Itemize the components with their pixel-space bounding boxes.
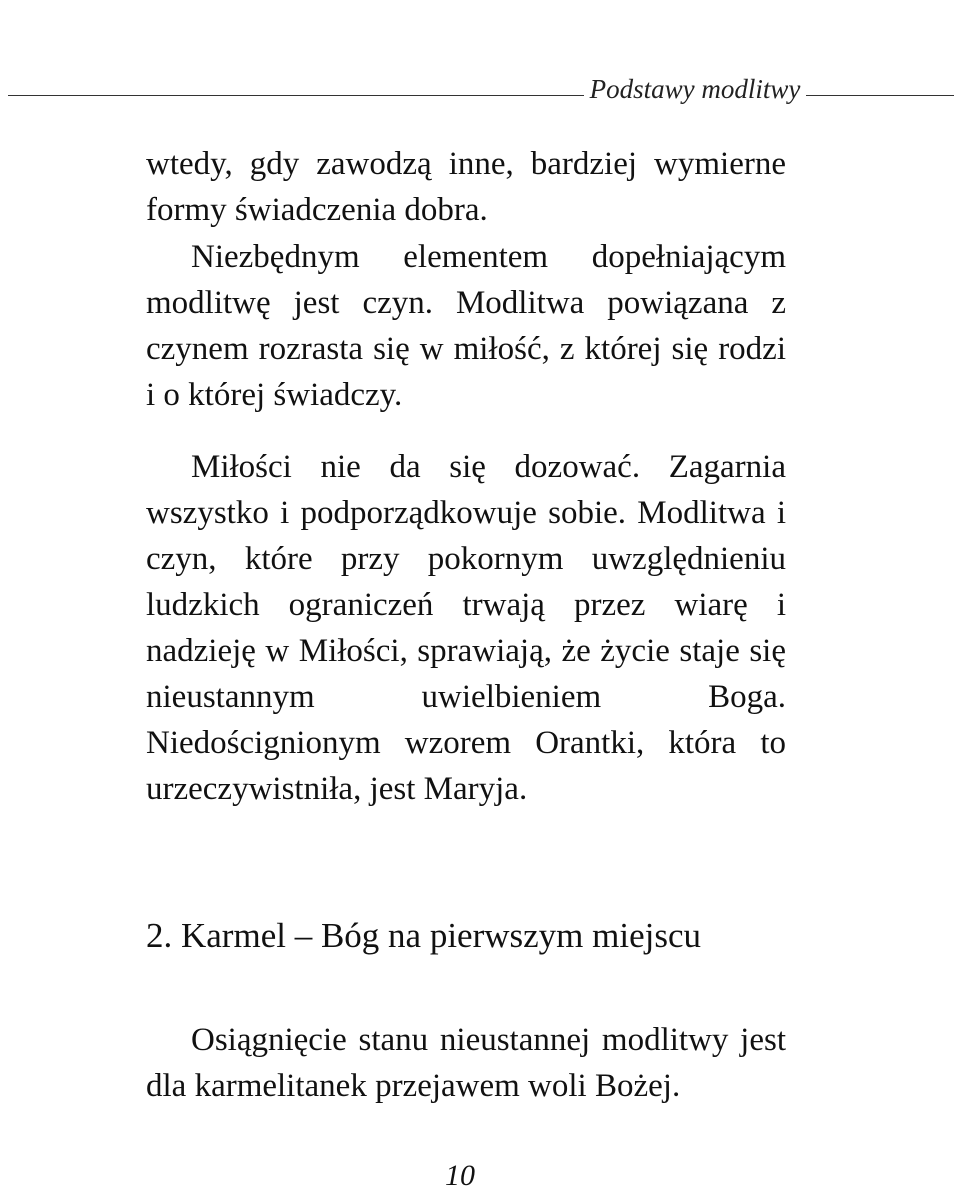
page-number: 10 [445, 1159, 475, 1192]
section-heading: 2. Karmel – Bóg na pierwszym miejscu [146, 916, 702, 955]
paragraph-love: Miłości nie da się dozować. Zagarnia wszystko i podporządkowuje sobie. Modlitwa i czyn, które przy pokornym uwzględnieniu ludzkich ograniczeń trwają przez wiarę i nadzieję w Miłości, sprawiają, że życie staje się nieustannym uwielbieniem Boga. Niedoścignionym wzorem Orantki, która to urzeczywistniła, jest Maryja. [146, 449, 786, 807]
paragraph-section-intro: Osiągnięcie stanu nieustannej modlitwy jest dla karmelitanek przejawem woli Bożej. [146, 1022, 786, 1104]
header-rule-left [8, 95, 584, 96]
header-rule-right [806, 95, 954, 96]
paragraph-continuation: wtedy, gdy zawodzą inne, bardziej wymierne formy świadczenia dobra. [146, 146, 786, 228]
paragraph-action: Niezbędnym elementem dopełniającym modlitwę jest czyn. Modlitwa powiązana z czynem rozrasta się w miłość, z której się rodzi i o której świadczy. [146, 239, 786, 413]
running-title: Podstawy modlitwy [589, 74, 801, 104]
